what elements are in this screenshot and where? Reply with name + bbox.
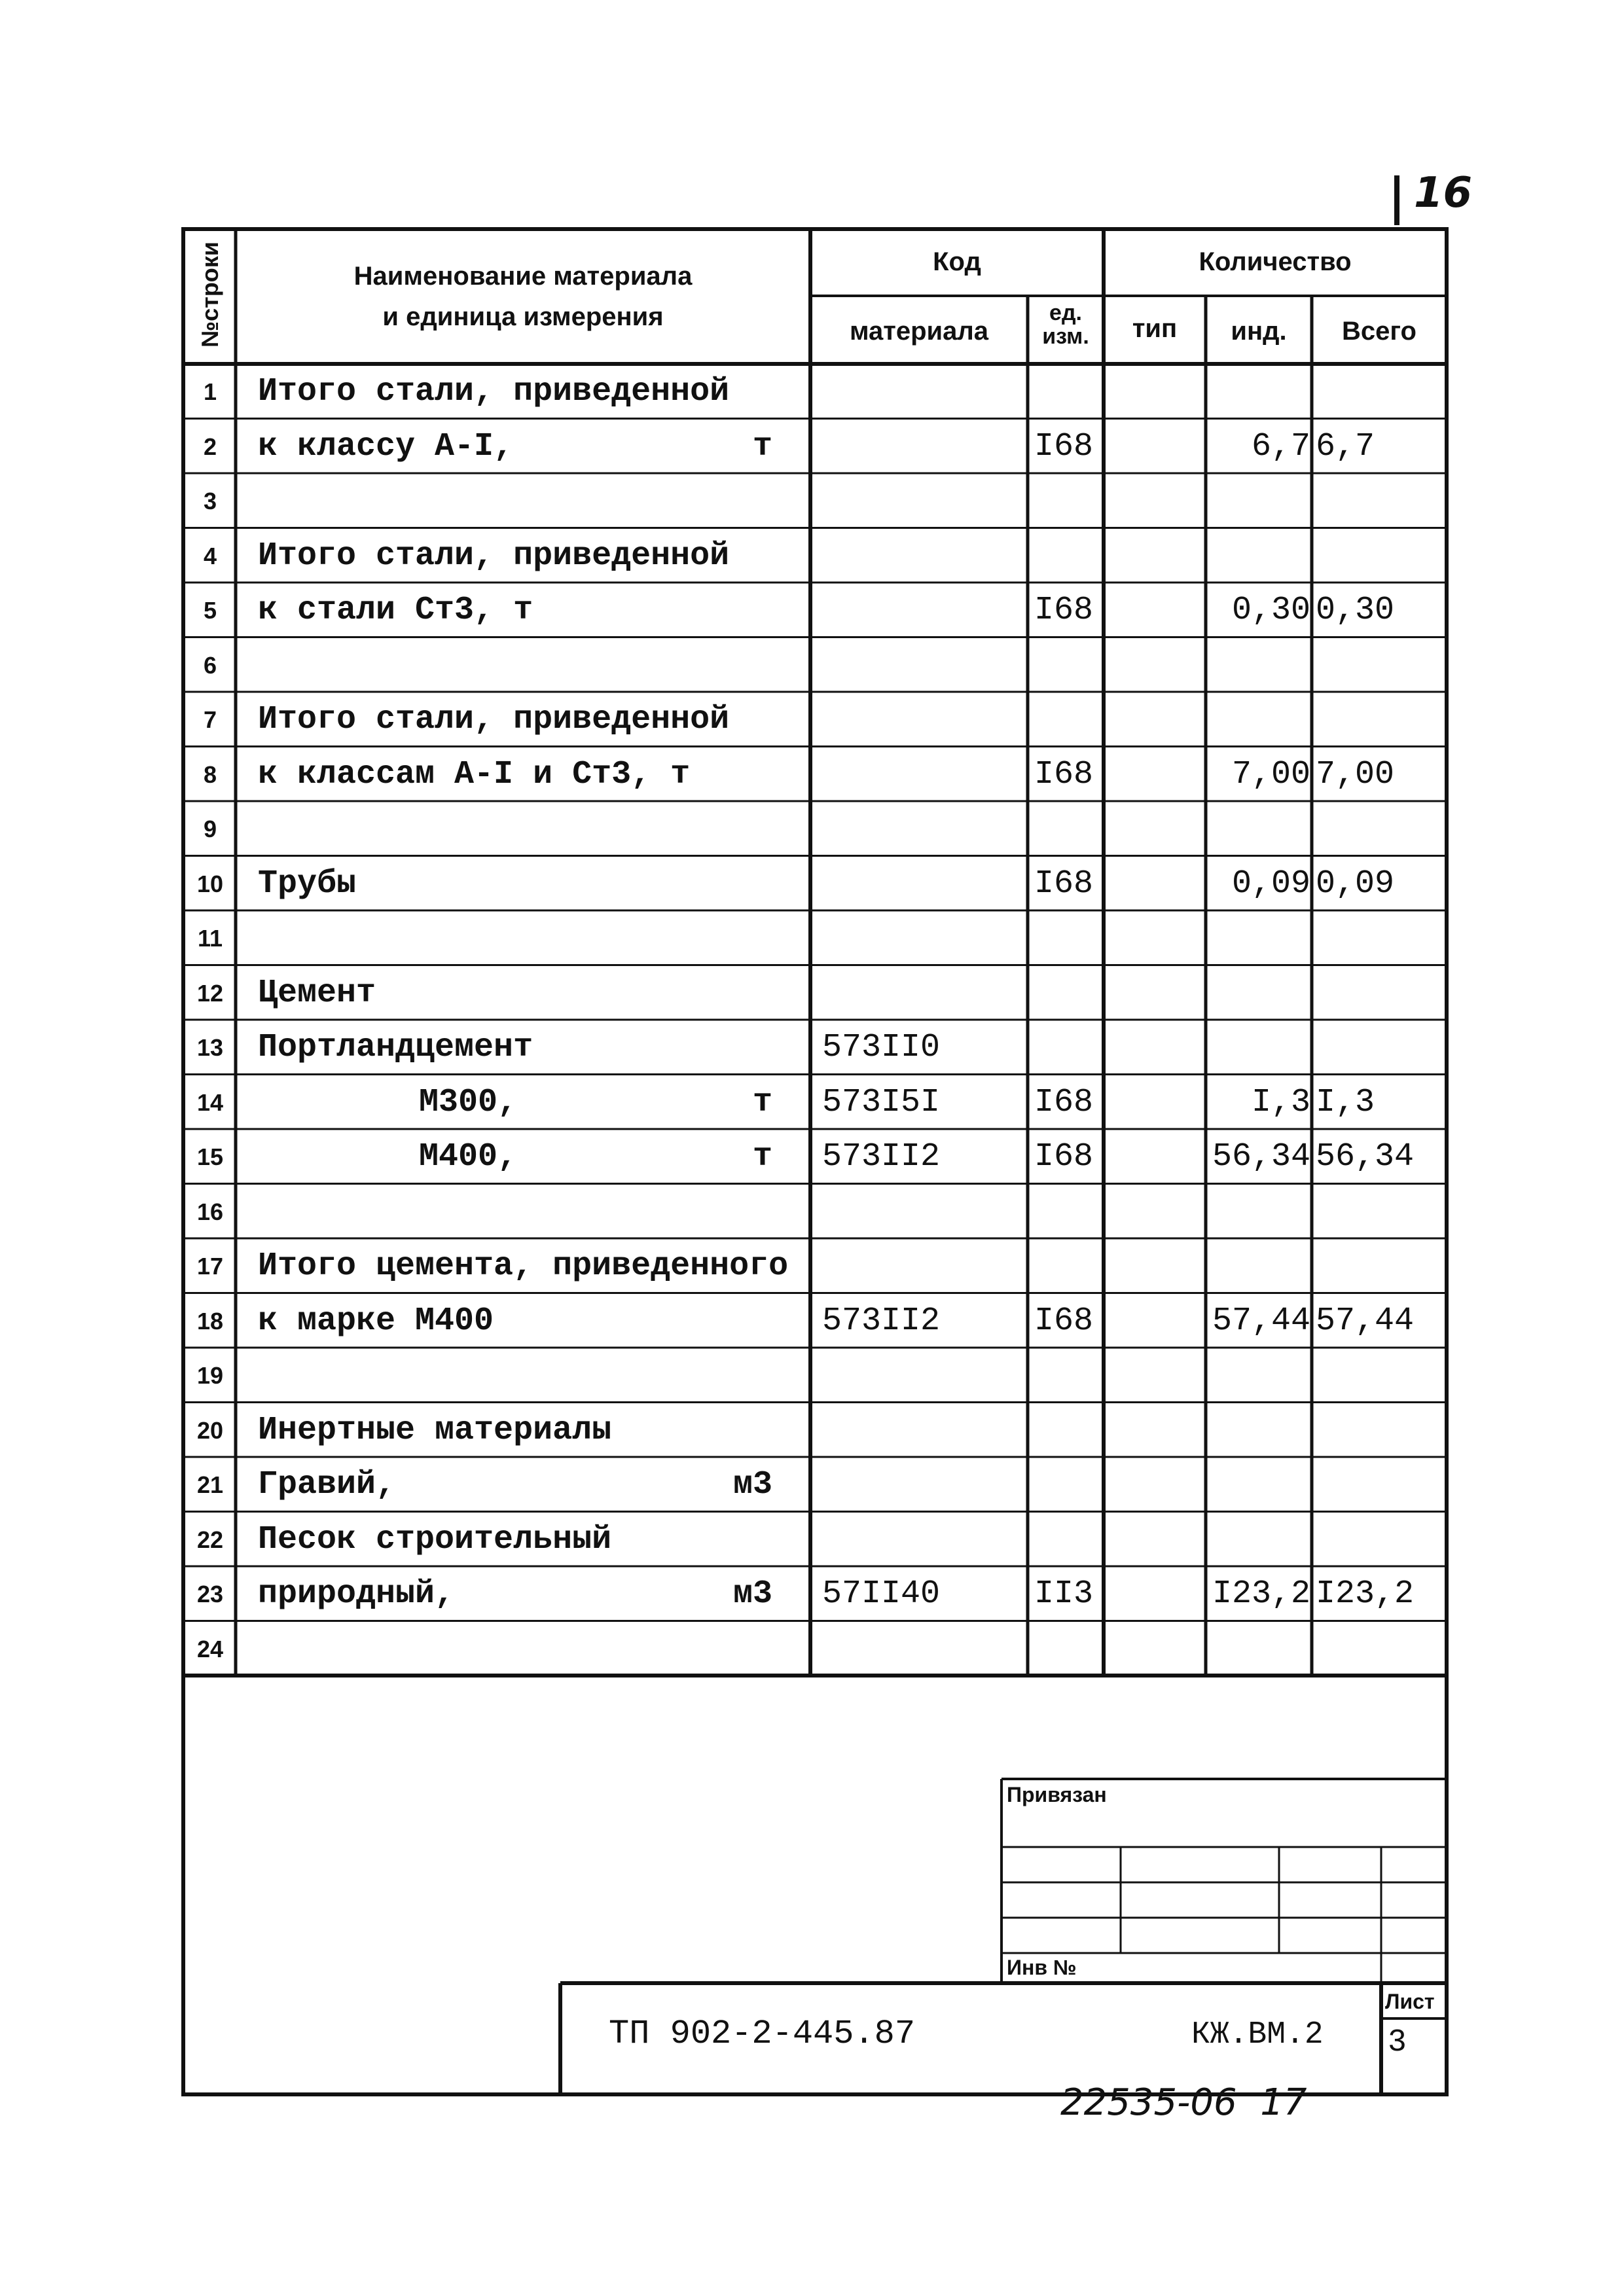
- cell-total: 0,30: [1316, 592, 1395, 629]
- page-number: 16: [1414, 169, 1473, 217]
- cell-name: Гравий,: [258, 1466, 396, 1503]
- cell-total: 7,00: [1316, 755, 1395, 793]
- header-qty-type: тип: [1132, 314, 1178, 343]
- cell-code: 57II40: [822, 1575, 941, 1613]
- cell-unit: м3: [732, 1575, 772, 1613]
- cell-n: 4: [203, 542, 217, 569]
- header-qty-group: Количество: [1199, 247, 1352, 276]
- cell-total: 56,34: [1316, 1138, 1415, 1175]
- cell-n: 3: [203, 488, 217, 514]
- header-qty-ind: инд.: [1231, 317, 1287, 346]
- cell-name: природный,: [258, 1575, 455, 1613]
- stamp-sheet-label: Лист: [1385, 1990, 1435, 2013]
- cell-name: к марке М400: [258, 1302, 494, 1340]
- cell-unit: м3: [732, 1466, 772, 1503]
- cell-unit: т: [752, 1138, 772, 1175]
- cell-total: I23,2: [1316, 1575, 1415, 1613]
- header-code-unit: ед. изм.: [1042, 300, 1089, 349]
- cell-name: Инертные материалы: [258, 1411, 612, 1449]
- cell-unit: т: [752, 1083, 772, 1121]
- cell-total: I,3: [1316, 1083, 1375, 1121]
- cell-name: Итого стали, приведенной: [258, 373, 730, 410]
- cell-n: 23: [196, 1581, 224, 1607]
- header-name-line1: Наименование материала: [353, 262, 693, 291]
- header-row-number: №строки: [196, 242, 223, 348]
- header-code-group: Код: [933, 247, 981, 276]
- cell-eu: I68: [1034, 427, 1094, 465]
- cell-name: к классу А-I,: [258, 427, 514, 465]
- cell-n: 13: [196, 1034, 224, 1061]
- cell-n: 16: [196, 1198, 224, 1225]
- cell-ind: 0,09: [1231, 865, 1310, 903]
- cell-eu: I68: [1034, 592, 1094, 629]
- cell-code: 573II2: [822, 1138, 941, 1175]
- cell-n: 17: [196, 1253, 224, 1280]
- cell-ind: 6,7: [1251, 427, 1310, 465]
- cell-ind: 56,34: [1212, 1138, 1310, 1175]
- cell-eu: I68: [1034, 1302, 1094, 1340]
- cell-n: 22: [196, 1526, 224, 1553]
- stamp-doc-code: ТП 902-2-445.87: [609, 2015, 916, 2053]
- cell-n: 20: [196, 1416, 224, 1444]
- cell-n: 8: [203, 761, 217, 788]
- cell-name: Итого цемента, приведенного: [258, 1247, 789, 1285]
- cell-n: 15: [196, 1143, 224, 1170]
- cell-total: 6,7: [1316, 427, 1375, 465]
- cell-name: М300,: [419, 1083, 518, 1121]
- cell-name: к стали Ст3, т: [258, 592, 533, 629]
- cell-code: 573II0: [822, 1029, 941, 1066]
- cell-ind: 57,44: [1212, 1302, 1310, 1340]
- cell-n: 2: [203, 433, 217, 460]
- cell-n: 24: [196, 1635, 224, 1662]
- cell-name: к классам А-I и Ст3, т: [258, 755, 691, 793]
- cell-name: Цемент: [258, 974, 376, 1012]
- cell-ind: I23,2: [1212, 1575, 1310, 1613]
- cell-n: 11: [197, 925, 223, 952]
- cell-n: 10: [196, 870, 224, 897]
- cell-name: Итого стали, приведенной: [258, 701, 730, 738]
- cell-total: 57,44: [1316, 1302, 1415, 1340]
- cell-total: 0,09: [1316, 865, 1395, 903]
- cell-ind: 7,00: [1231, 755, 1310, 793]
- stamp-mark: КЖ.ВМ.2: [1191, 2017, 1324, 2053]
- cell-n: 12: [196, 979, 224, 1007]
- cell-code: 573I5I: [822, 1083, 941, 1121]
- header-code-material: материала: [849, 317, 989, 346]
- cell-eu: I68: [1034, 755, 1094, 793]
- cell-n: 18: [196, 1307, 224, 1335]
- cell-code: 573II2: [822, 1302, 941, 1340]
- footer-handwritten-number: 22535-06 17: [1060, 2081, 1307, 2124]
- cell-name: Песок строительный: [258, 1520, 612, 1558]
- cell-name: Портландцемент: [258, 1029, 533, 1066]
- cell-n: 7: [203, 706, 217, 733]
- stamp-sheet-number: 3: [1388, 2025, 1407, 2060]
- cell-n: 21: [196, 1471, 224, 1498]
- cell-n: 19: [196, 1362, 224, 1389]
- cell-unit: т: [752, 427, 772, 465]
- cell-n: 14: [196, 1088, 224, 1116]
- cell-name: Трубы: [258, 865, 357, 903]
- cell-n: 6: [203, 651, 217, 679]
- cell-ind: 0,30: [1231, 592, 1310, 629]
- cell-n: 9: [203, 816, 217, 842]
- cell-eu: I68: [1034, 1138, 1094, 1175]
- cell-eu: II3: [1034, 1575, 1094, 1613]
- cell-ind: I,3: [1251, 1083, 1310, 1121]
- stamp-inv: Инв №: [1007, 1956, 1077, 1979]
- cell-eu: I68: [1034, 1083, 1094, 1121]
- cell-name: Итого стали, приведенной: [258, 537, 730, 575]
- cell-name: М400,: [419, 1138, 518, 1175]
- header-name-line2: и единица измерения: [382, 302, 664, 331]
- cell-eu: I68: [1034, 865, 1094, 903]
- cell-n: 1: [203, 378, 217, 405]
- cell-n: 5: [203, 597, 217, 624]
- stamp-privyazan: Привязан: [1007, 1783, 1107, 1806]
- header-qty-total: Всего: [1342, 317, 1416, 346]
